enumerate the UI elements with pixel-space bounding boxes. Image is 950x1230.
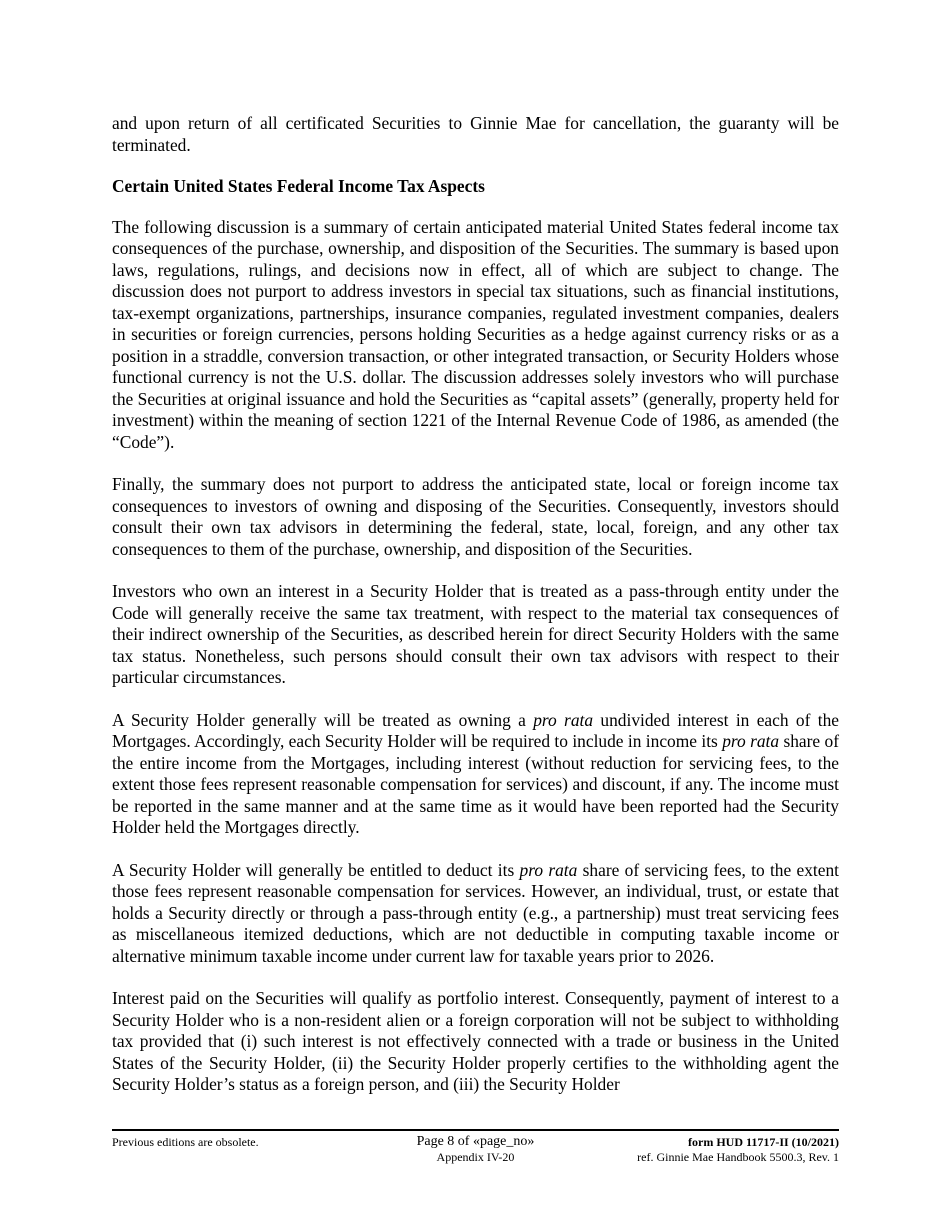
document-body [112, 113, 839, 1117]
paragraph-servicing-fees [112, 860, 839, 968]
appendix-label: Appendix IV-20 [436, 1150, 515, 1164]
paragraph-pro-rata-interest [112, 710, 839, 839]
paragraph-pass-through: Investors who own an interest in a Security Holder that is treated as a pass-through entity under the Code will generally receive the same tax treatment, with respect to the material tax consequences of their indirect ownership of the Securities, as described herein for direct Security Holders with the same tax status. Nonetheless, such persons should consult their own tax advisors with respect to their particular circumstances. [112, 581, 839, 687]
italic-term: pro rata [722, 731, 780, 751]
page-number: Page 8 of «page_no» [416, 1134, 535, 1149]
footer-obsolete-note: Previous editions are obsolete. [112, 1135, 259, 1149]
paragraph-state-local: Finally, the summary does not purport to address the anticipated state, local or foreign income tax consequences to investors of owning and disposing of the Securities. Consequently, investors should consult their own tax advisors in determining the federal, state, local, foreign, and any other tax consequences to them of the purchase, ownership, and disposition of the Securities. [112, 474, 839, 559]
text-run: share of the entire income from the Mortgages, including interest (without reduction for servicing fees, to the extent those fees represent reasonable compensation for services) and discount, if any. The income must be reported in the same manner and at the same time as it would have been reported had the Security Holder held the Mortgages directly. [112, 731, 840, 837]
footer-divider [112, 1129, 839, 1131]
footer-right [637, 1135, 839, 1165]
text-run: A Security Holder generally will be treated as owning a [112, 709, 534, 730]
section-heading: Certain United States Federal Income Tax Aspects [112, 176, 485, 196]
text-run: undivided interest in each of the Mortgages. Accordingly, each Security Holder will be required to include in income its [112, 709, 839, 751]
paragraph-summary: The following discussion is a summary of certain anticipated material United States federal income tax consequences of the purchase, ownership, and disposition of the Securities. The summary is based upon laws, regulations, rulings, and decisions now in effect, all of which are subject to change. The discussion does not purport to address investors in special tax situations, such as financial institutions, tax-exempt organizations, partnerships, insurance companies, regulated investment companies, dealers in securities or foreign currencies, persons holding Securities as a hedge against currency risks or as a position in a straddle, conversion transaction, or other integrated transaction, or Security Holders whose functional currency is not the U.S. dollar. The discussion addresses solely investors who will purchase the Securities at original issuance and hold the Securities as “capital assets” (generally, property held for investment) within the meaning of section 1221 of the Internal Revenue Code of 1986, as amended (the “Code”). [112, 216, 839, 452]
paragraph-portfolio-interest: Interest paid on the Securities will qualify as portfolio interest. Consequently, payment of interest to a Security Holder who is a non-resident alien or a foreign corporation will not be subject to withholding tax provided that (i) such interest is not effectively connected with a trade or business in the United States of the Security Holder, (ii) the Security Holder properly certifies to the withholding agent the Security Holder’s status as a foreign person, and (iii) the Security Holder [112, 988, 839, 1094]
italic-term: pro rata [533, 709, 594, 730]
paragraph-continuation: and upon return of all certificated Securities to Ginnie Mae for cancellation, the guaranty will be terminated. [112, 113, 839, 155]
text-run: share of servicing fees, to the extent those fees represent reasonable compensation for services. However, an individual, trust, or estate that holds a Security directly or through a pass-through entity (e.g., a partnership) must treat servicing fees as miscellaneous itemized deductions, which are not deductible in computing taxable income or alternative minimum taxable income under current law for taxable years prior to 2026. [112, 859, 839, 966]
page-footer [112, 1134, 839, 1168]
handbook-reference: ref. Ginnie Mae Handbook 5500.3, Rev. 1 [637, 1150, 839, 1164]
form-number: form HUD 11717-II (10/2021) [688, 1135, 839, 1149]
text-run: A Security Holder will generally be entitled to deduct its [112, 859, 520, 880]
italic-term: pro rata [519, 859, 578, 880]
